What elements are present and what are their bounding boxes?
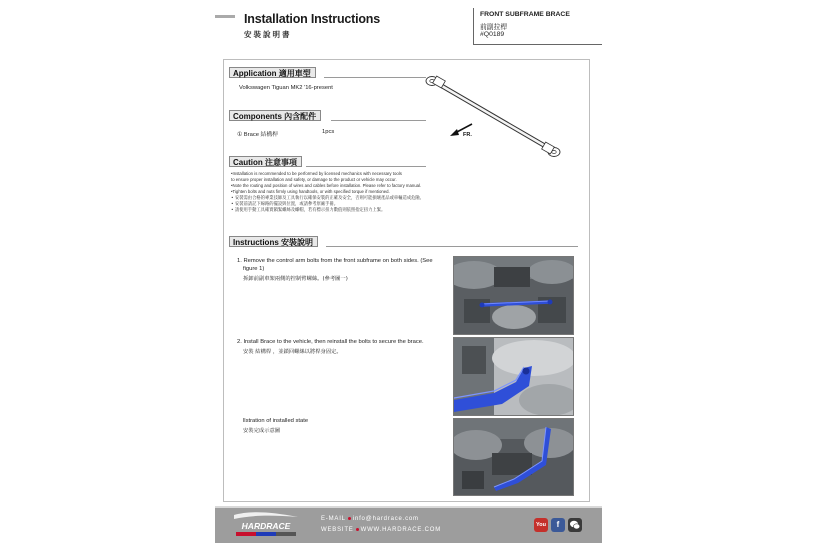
component-item-qty: 1pcs — [322, 129, 335, 135]
components-heading: Components 內含配件 — [229, 110, 321, 121]
brace-diagram — [420, 68, 570, 163]
caution-line: •Tighten bolts and nuts firmly using handtools, or with specified torque if mentioned. — [231, 189, 390, 194]
hardrace-logo — [228, 511, 304, 539]
product-name-chinese: 前副拉桿 — [480, 24, 508, 31]
bullet-dot — [348, 517, 351, 520]
step-2-text-chinese: 安裝 結構桿 ，並鎖回螺絲以將桿身固定。 — [243, 349, 342, 355]
section-rule — [331, 120, 426, 121]
bullet-dot — [356, 528, 359, 531]
email-link[interactable]: info@hardrace.com — [352, 516, 419, 522]
part-number: #Q0189 — [480, 31, 505, 38]
component-item-label: ① Brace 結構桿 — [237, 132, 278, 138]
header-accent-bar — [215, 15, 235, 18]
page-title-chinese: 安裝說明書 — [244, 30, 292, 39]
step-3-photo — [453, 418, 574, 496]
section-rule — [326, 246, 578, 247]
caution-line: to ensure proper installation and safety, or damage to the product or vehicle may occur. — [231, 177, 397, 182]
vehicle-application: Volkswagen Tiguan MK2 '16-present — [239, 85, 333, 91]
step-1-text-cont: figure 1) — [243, 266, 265, 272]
page-title: Installation Instructions — [244, 12, 380, 26]
caution-line: • 請使用手動工具確實鎖緊螺絲及螺帽，若有標示扭力數值則依照指定扭力上緊。 — [231, 208, 386, 213]
wechat-icon[interactable] — [568, 518, 582, 532]
application-heading: Application 適用車型 — [229, 67, 316, 78]
facebook-icon[interactable]: f — [551, 518, 565, 532]
footer-email — [321, 516, 419, 522]
caution-line: • 安裝前請記下線路的擺設與位置，或請參考原廠手冊。 — [231, 202, 339, 207]
product-name: FRONT SUBFRAME BRACE — [480, 11, 570, 18]
brace-drawing — [426, 76, 560, 156]
website-label: WEBSITE — [321, 527, 354, 533]
step-3-text-chinese: 安裝完成示意圖 — [243, 428, 281, 434]
youtube-icon[interactable]: You — [534, 518, 548, 532]
caution-line: •Installation is recommended to be performed by licensed mechanics with necessary tools — [231, 171, 402, 176]
step-2-text: 2. Install Brace to the vehicle, then reinstall the bolts to secure the brace. — [237, 339, 424, 345]
brand-name: HARDRACE — [241, 521, 291, 531]
caution-heading: Caution 注意事項 — [229, 156, 302, 167]
email-label: E-MAIL — [321, 516, 346, 522]
step-1-text-chinese: 拆卸前副車架兩側的控制臂螺絲。(參考圖一) — [243, 276, 348, 282]
caution-line: •Note the routing and position of wires and cables before installation. Please refer to factory manual. — [231, 183, 422, 188]
step-2-photo — [453, 337, 574, 416]
caution-line: • 安裝需由合格的專業技師及工具執行以確保安裝的正確及安全，否則可能損壞產品或車輛造成危險。 — [231, 196, 424, 201]
section-rule — [324, 77, 426, 78]
instructions-heading: Instructions 安裝說明 — [229, 236, 318, 247]
front-label: FR. — [463, 132, 472, 138]
step-3-text: llstration of installed state — [243, 418, 309, 424]
step-1-photo — [453, 256, 574, 335]
footer-website — [321, 527, 441, 533]
website-link[interactable]: WWW.HARDRACE.COM — [360, 527, 442, 533]
step-1-text: 1. Remove the control arm bolts from the front subframe on both sides. (See — [237, 258, 433, 264]
section-rule — [306, 166, 426, 167]
